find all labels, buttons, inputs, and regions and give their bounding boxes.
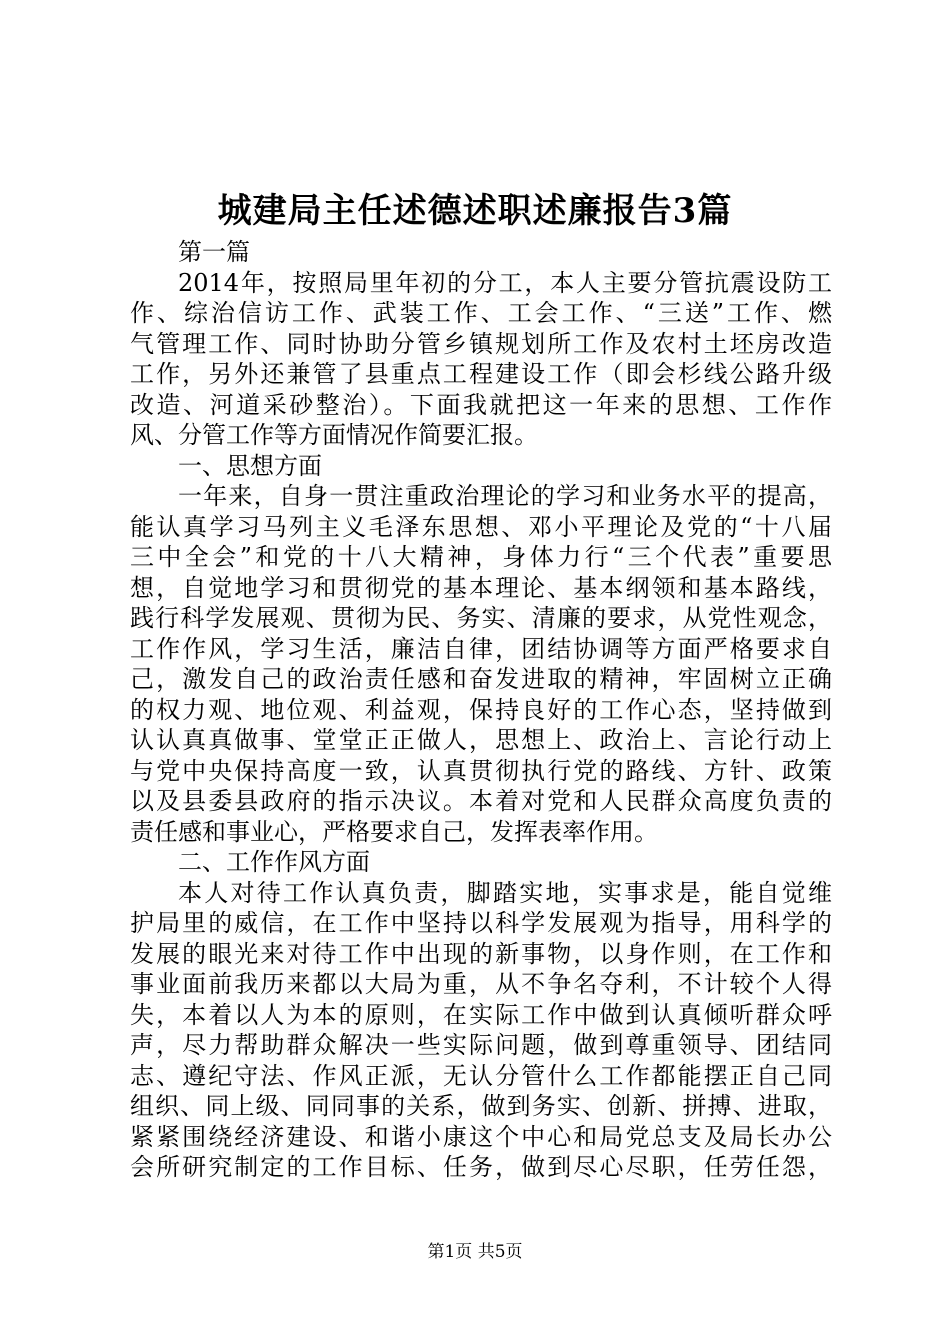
paragraph-line: 一年来，自身一贯注重政治理论的学习和业务水平的提高，: [178, 482, 832, 510]
paragraph-line: 己，激发自己的政治责任感和奋发进取的精神，牢固树立正确: [130, 665, 832, 693]
paragraph-line: 作、综治信访工作、武装工作、工会工作、“三送”工作、燃: [130, 299, 832, 327]
paragraph-line: 2014年，按照局里年初的分工，本人主要分管抗震设防工: [178, 268, 832, 297]
paragraph-line: 与党中央保持高度一致，认真贯彻执行党的路线、方针、政策: [130, 756, 832, 785]
paragraph-line: 能认真学习马列主义毛泽东思想、邓小平理论及党的“十八届: [130, 512, 832, 541]
paragraph-line: 一、思想方面: [178, 451, 322, 480]
paragraph-line: 本人对待工作认真负责，脚踏实地，实事求是，能自觉维: [178, 878, 832, 907]
paragraph-line: 风、分管工作等方面情况作简要汇报。: [130, 421, 538, 449]
paragraph-line: 失，本着以人为本的原则，在实际工作中做到认真倾听群众呼: [130, 1000, 832, 1029]
paragraph-line: 志、遵纪守法、作风正派，无认分管什么工作都能摆正自己同: [130, 1061, 832, 1090]
paragraph-line: 声，尽力帮助群众解决一些实际问题，做到尊重领导、团结同: [130, 1031, 832, 1059]
paragraph-line: 事业面前我历来都以大局为重，从不争名夺利，不计较个人得: [130, 970, 832, 998]
paragraph-line: 紧紧围绕经济建设、和谐小康这个中心和局党总支及局长办公: [130, 1122, 832, 1151]
paragraph-line: 工作，另外还兼管了县重点工程建设工作（即会杉线公路升级: [130, 360, 832, 388]
document-body: [130, 237, 832, 1183]
paragraph-line: 三中全会”和党的十八大精神，身体力行“三个代表”重要思: [130, 543, 832, 571]
paragraph-line: 组织、同上级、同同事的关系，做到务实、创新、拼搏、进取，: [130, 1092, 832, 1120]
paragraph-line: 会所研究制定的工作目标、任务，做到尽心尽职，任劳任怨，: [130, 1153, 832, 1181]
paragraph-line: 工作作风，学习生活，廉洁自律，团结协调等方面严格要求自: [130, 634, 832, 663]
paragraph-line: 责任感和事业心，严格要求自己，发挥表率作用。: [130, 817, 658, 846]
paragraph-line: 第一篇: [178, 238, 250, 266]
paragraph-line: 护局里的威信，在工作中坚持以科学发展观为指导，用科学的: [130, 909, 832, 937]
page-footer: 第1页 共5页: [427, 1242, 523, 1262]
paragraph-line: 践行科学发展观、贯彻为民、务实、清廉的要求，从党性观念，: [130, 604, 832, 632]
paragraph-line: 发展的眼光来对待工作中出现的新事物，以身作则，在工作和: [130, 939, 832, 968]
paragraph-line: 的权力观、地位观、利益观，保持良好的工作心态，坚持做到: [130, 695, 832, 724]
paragraph-line: 认认真真做事、堂堂正正做人，思想上、政治上、言论行动上: [130, 726, 832, 754]
paragraph-line: 想，自觉地学习和贯彻党的基本理论、基本纲领和基本路线，: [130, 573, 832, 602]
paragraph-line: 气管理工作、同时协助分管乡镇规划所工作及农村土坯房改造: [130, 329, 832, 358]
paragraph-line: 二、工作作风方面: [178, 848, 370, 876]
paragraph-line: 以及县委县政府的指示决议。本着对党和人民群众高度负责的: [130, 787, 832, 815]
paragraph-line: 改造、河道采砂整治）。下面我就把这一年来的思想、工作作: [130, 390, 832, 419]
document-title: 城建局主任述德述职述廉报告3篇: [217, 191, 733, 231]
